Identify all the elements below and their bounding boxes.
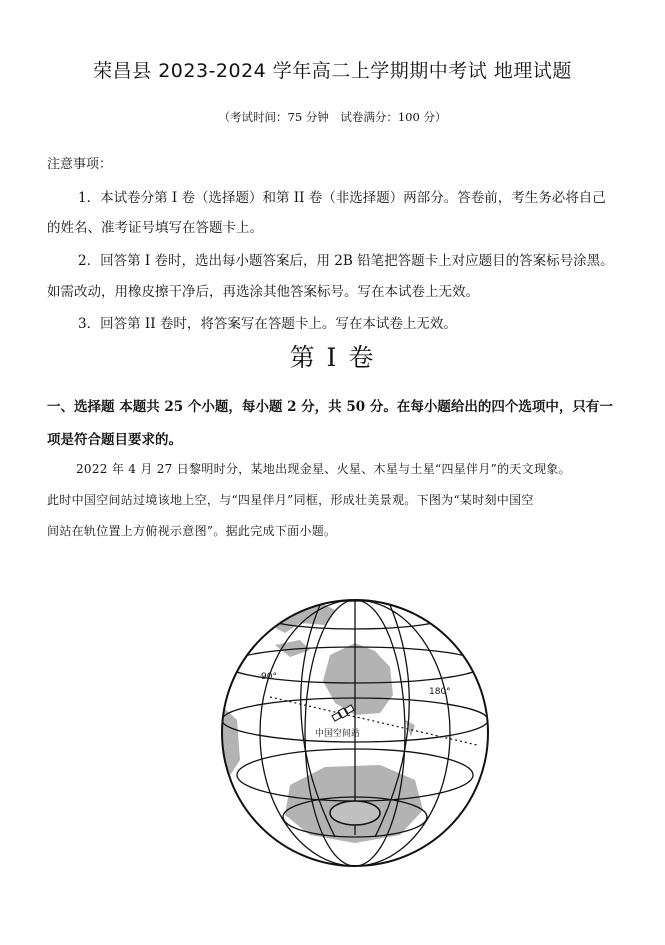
- longitude-label-180: 180°: [429, 687, 451, 697]
- space-station-label: 中国空间站: [315, 729, 361, 739]
- notes-heading: 注意事项：: [47, 157, 113, 172]
- section-instruction: 一、选择题 本题共 25 个小题，每小题 2 分，共 50 分。在每小题给出的四个选项中，只有一: [47, 399, 613, 415]
- note-line: 的姓名、准考证号填写在答题卡上。: [47, 220, 263, 236]
- note-line: 1．本试卷分第 I 卷（选择题）和第 II 卷（非选择题）两部分。答卷前，考生务必将自己: [78, 190, 606, 206]
- exam-title: 荣昌县 2023-2024 学年高二上学期期中考试 地理试题: [93, 60, 572, 82]
- exam-time-info: （考试时间：75 分钟 试卷满分：100 分）: [218, 110, 447, 124]
- passage-line: 此时中国空间站过境该地上空，与“四星伴月”同框，形成壮美景观。下图为“某时刻中国空: [47, 493, 534, 507]
- globe-figure: [215, 585, 495, 875]
- section-instruction-cont: 项是符合题目要求的。: [47, 432, 182, 448]
- note-line: 2．回答第 I 卷时，选出每小题答案后，用 2B 铅笔把答题卡上对应题目的答案标号涂黑。: [78, 253, 614, 269]
- note-line: 如需改动，用橡皮擦干净后，再选涂其他答案标号。写在本试卷上无效。: [47, 284, 479, 300]
- landmass-australia: [323, 643, 393, 715]
- volume-title: 第 I 卷: [289, 343, 376, 372]
- passage-line: 2022 年 4 月 27 日黎明时分，某地出现金星、火星、木星与土星“四星伴月”的天文现象。: [76, 462, 571, 476]
- longitude-label-90: 90°: [261, 672, 277, 682]
- passage-line: 间站在轨位置上方俯视示意图”。据此完成下面小题。: [47, 524, 337, 538]
- note-line: 3．回答第 II 卷时，将答案写在答题卡上。写在本试卷上无效。: [78, 316, 457, 332]
